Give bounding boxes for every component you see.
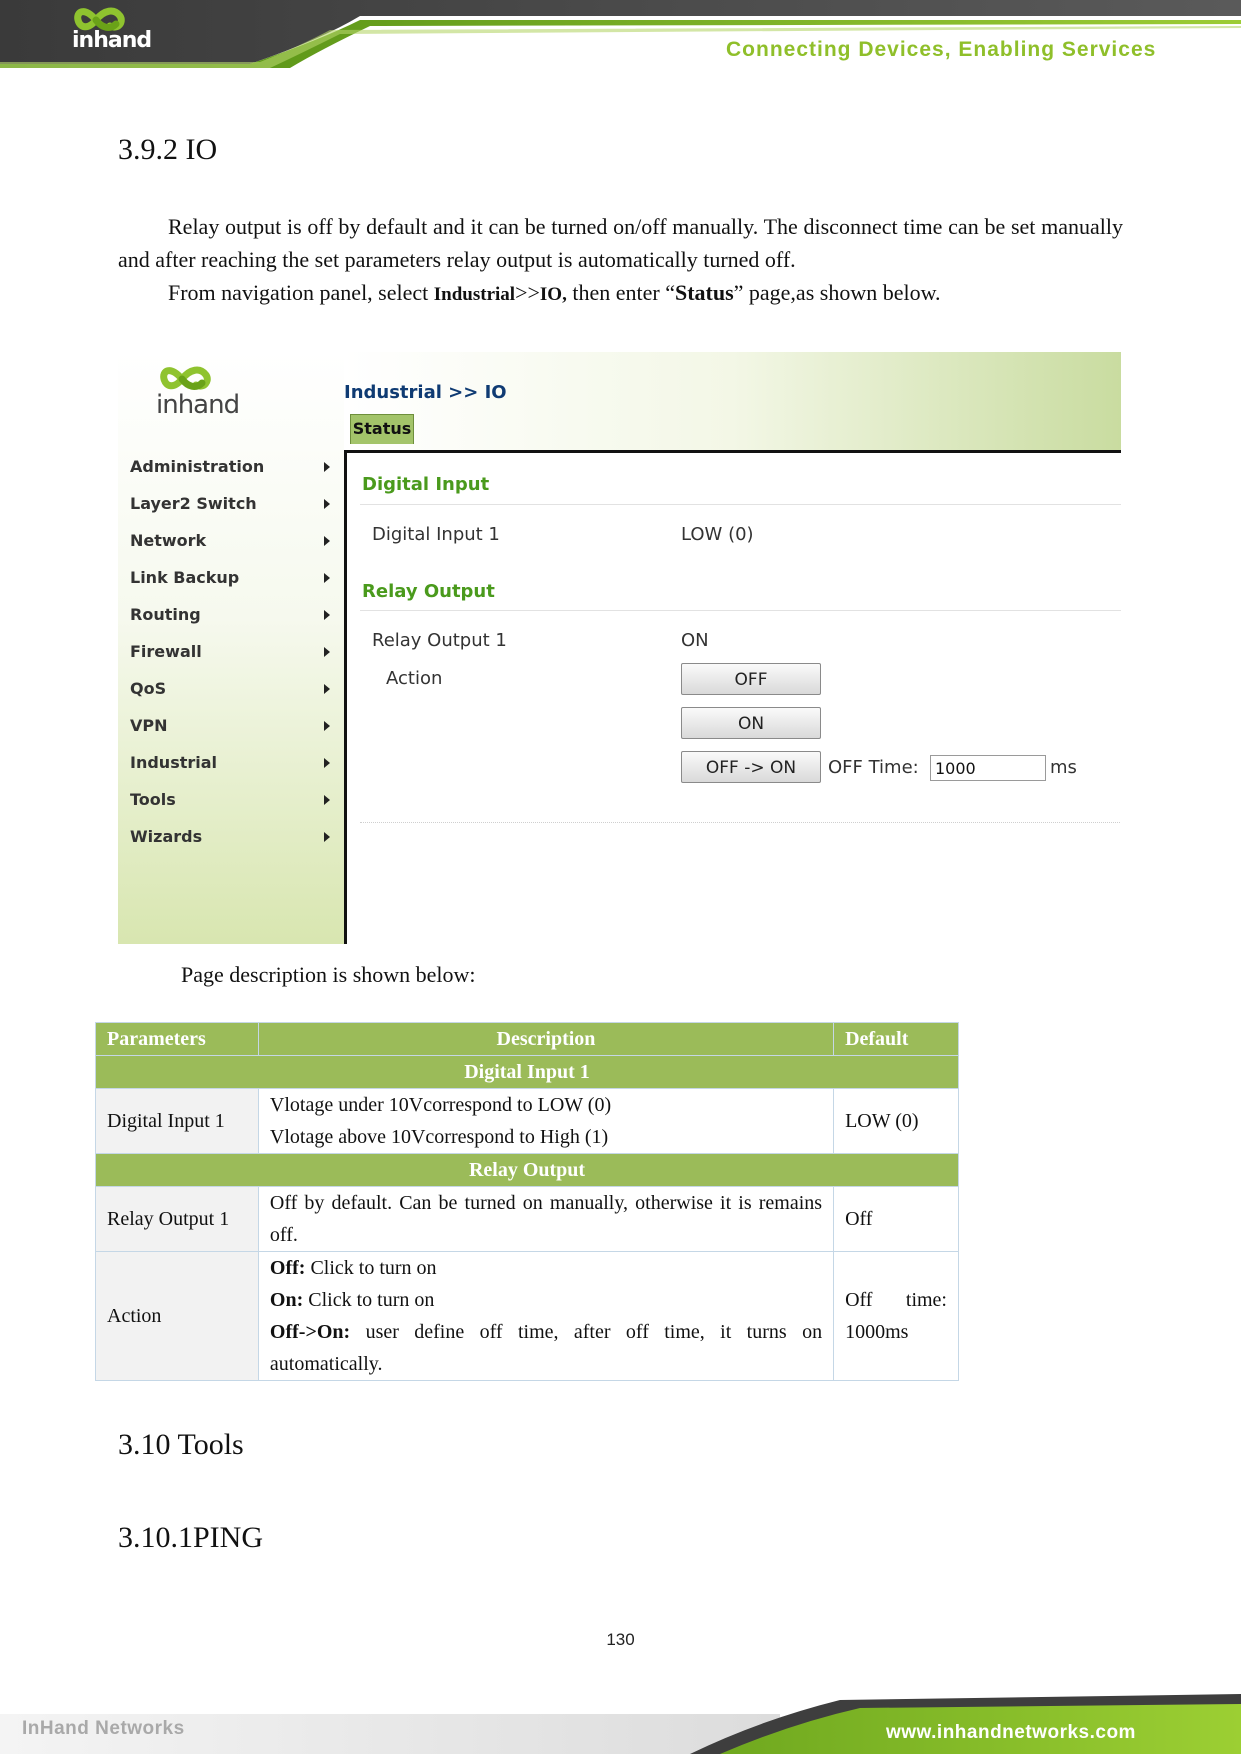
screenshot-logo — [156, 362, 246, 428]
arrow-right-icon — [324, 758, 330, 768]
relay-off-on-button[interactable]: OFF -> ON — [681, 751, 821, 783]
default-cell: Off — [834, 1187, 959, 1252]
relay-output-1-label: Relay Output 1 — [372, 630, 507, 651]
off-on-text: user define off time, after off time, it turns on automatically. — [269, 1321, 823, 1375]
description-line: Vlotage under 10Vcorrespond to LOW (0) — [269, 1094, 612, 1116]
arrow-right-icon — [324, 832, 330, 842]
nav-item-label: Firewall — [130, 642, 202, 661]
logo-text: inhand — [72, 28, 152, 53]
description-line: Vlotage above 10Vcorrespond to High (1) — [269, 1126, 609, 1148]
page-number: 130 — [606, 1630, 635, 1649]
content-left-border — [344, 450, 347, 944]
header-tagline: Connecting Devices, Enabling Services — [726, 38, 1157, 61]
arrow-right-icon — [324, 684, 330, 694]
relay-on-button[interactable]: ON — [681, 707, 821, 739]
arrow-right-icon — [324, 795, 330, 805]
nav-text-prefix: From navigation panel, select — [168, 280, 434, 305]
arrow-right-icon — [324, 462, 330, 472]
arrow-right-icon — [324, 647, 330, 657]
description-line — [270, 1316, 822, 1380]
footer-website-link[interactable]: www.inhandnetworks.com — [886, 1722, 1136, 1743]
nav-item-administration[interactable] — [130, 452, 330, 482]
arrow-right-icon — [324, 573, 330, 583]
content-bottom-divider — [360, 822, 1120, 823]
nav-text-industrial: Industrial — [433, 284, 516, 305]
screenshot-topbar — [344, 352, 1121, 452]
digital-input-1-label: Digital Input 1 — [372, 524, 500, 545]
default-cell: Off time: 1000ms — [834, 1252, 959, 1381]
inhand-logo — [70, 4, 150, 60]
group-digital-input-1: Digital Input 1 — [96, 1056, 959, 1089]
on-label: On: — [269, 1289, 304, 1311]
param-cell: Action — [96, 1252, 259, 1381]
section-title-ping: 3.10.1PING — [118, 1521, 264, 1554]
nav-item-qos[interactable] — [130, 674, 330, 704]
screenshot-logo-text: inhand — [156, 390, 240, 420]
param-cell: Relay Output 1 — [96, 1187, 259, 1252]
off-time-input[interactable] — [930, 755, 1046, 781]
nav-item-label: Network — [130, 531, 207, 550]
relay-output-section-title: Relay Output — [362, 581, 495, 602]
nav-item-layer2-switch[interactable] — [130, 489, 330, 519]
action-label: Action — [386, 668, 443, 689]
off-on-label: Off->On: — [269, 1321, 351, 1343]
page-header — [0, 0, 1241, 68]
nav-item-label: Tools — [130, 790, 176, 809]
table-group-row — [96, 1154, 959, 1187]
page-description-caption: Page description is shown below: — [181, 962, 476, 987]
digital-input-section-title: Digital Input — [362, 474, 490, 495]
section-title-tools: 3.10 Tools — [118, 1428, 244, 1461]
off-time-unit: ms — [1050, 757, 1077, 778]
column-header-description: Description — [258, 1023, 833, 1056]
page-footer — [0, 1690, 1241, 1754]
digital-input-1-value: LOW (0) — [681, 524, 754, 545]
on-text: Click to turn on — [303, 1289, 435, 1311]
nav-item-label: Routing — [130, 605, 201, 624]
off-label: Off: — [269, 1257, 306, 1279]
io-navigation-paragraph — [168, 276, 1128, 311]
description-cell — [258, 1252, 833, 1381]
nav-item-tools[interactable] — [130, 785, 330, 815]
section-divider — [360, 504, 1121, 505]
nav-item-label: Wizards — [130, 827, 203, 846]
relay-output-1-value: ON — [681, 630, 709, 651]
nav-item-label: QoS — [130, 679, 167, 698]
breadcrumb: Industrial >> IO — [344, 382, 507, 403]
tab-status[interactable]: Status — [350, 414, 414, 444]
nav-item-label: Link Backup — [130, 568, 240, 587]
nav-text-io: IO, — [539, 284, 567, 305]
default-cell: LOW (0) — [834, 1089, 959, 1154]
nav-text-separator: >> — [515, 280, 540, 305]
nav-text-suffix: ” page,as shown below. — [733, 280, 941, 305]
table-row — [96, 1187, 959, 1252]
nav-item-routing[interactable] — [130, 600, 330, 630]
table-header-row — [96, 1023, 959, 1056]
arrow-right-icon — [324, 721, 330, 731]
description-line — [270, 1252, 822, 1284]
nav-item-vpn[interactable] — [130, 711, 330, 741]
off-text: Click to turn on — [305, 1257, 437, 1279]
io-intro-paragraph: Relay output is off by default and it can be turned on/off manually. The disconnect time can be set manually and after reaching the set parameters relay output is automatically turned off. — [118, 214, 1123, 272]
description-line — [270, 1284, 822, 1316]
section-divider — [360, 610, 1121, 611]
table-group-row — [96, 1056, 959, 1089]
footer-company-name: InHand Networks — [22, 1718, 185, 1739]
param-cell: Digital Input 1 — [96, 1089, 259, 1154]
nav-item-firewall[interactable] — [130, 637, 330, 667]
screenshot-sidebar — [118, 352, 344, 944]
nav-item-label: VPN — [130, 716, 168, 735]
parameters-table — [95, 1022, 959, 1381]
nav-item-label: Administration — [130, 457, 265, 476]
arrow-right-icon — [324, 610, 330, 620]
section-title-io: 3.9.2 IO — [118, 133, 218, 166]
nav-text-middle: then enter “ — [566, 280, 675, 305]
content-top-border — [344, 450, 1121, 453]
nav-item-link-backup[interactable] — [130, 563, 330, 593]
nav-item-label: Layer2 Switch — [130, 494, 257, 513]
arrow-right-icon — [324, 499, 330, 509]
group-relay-output: Relay Output — [96, 1154, 959, 1187]
off-time-label: OFF Time: — [828, 757, 919, 778]
column-header-default: Default — [834, 1023, 959, 1056]
nav-item-industrial[interactable] — [130, 748, 330, 778]
table-row — [96, 1089, 959, 1154]
io-status-screenshot — [118, 352, 1121, 944]
nav-item-wizards[interactable] — [130, 822, 330, 852]
column-header-parameters: Parameters — [96, 1023, 259, 1056]
table-row — [96, 1252, 959, 1381]
relay-off-button[interactable]: OFF — [681, 663, 821, 695]
description-cell — [258, 1089, 833, 1154]
description-cell: Off by default. Can be turned on manually, otherwise it is remains off. — [258, 1187, 833, 1252]
nav-text-status: Status — [674, 280, 734, 305]
nav-item-label: Industrial — [130, 753, 218, 772]
arrow-right-icon — [324, 536, 330, 546]
nav-item-network[interactable] — [130, 526, 330, 556]
